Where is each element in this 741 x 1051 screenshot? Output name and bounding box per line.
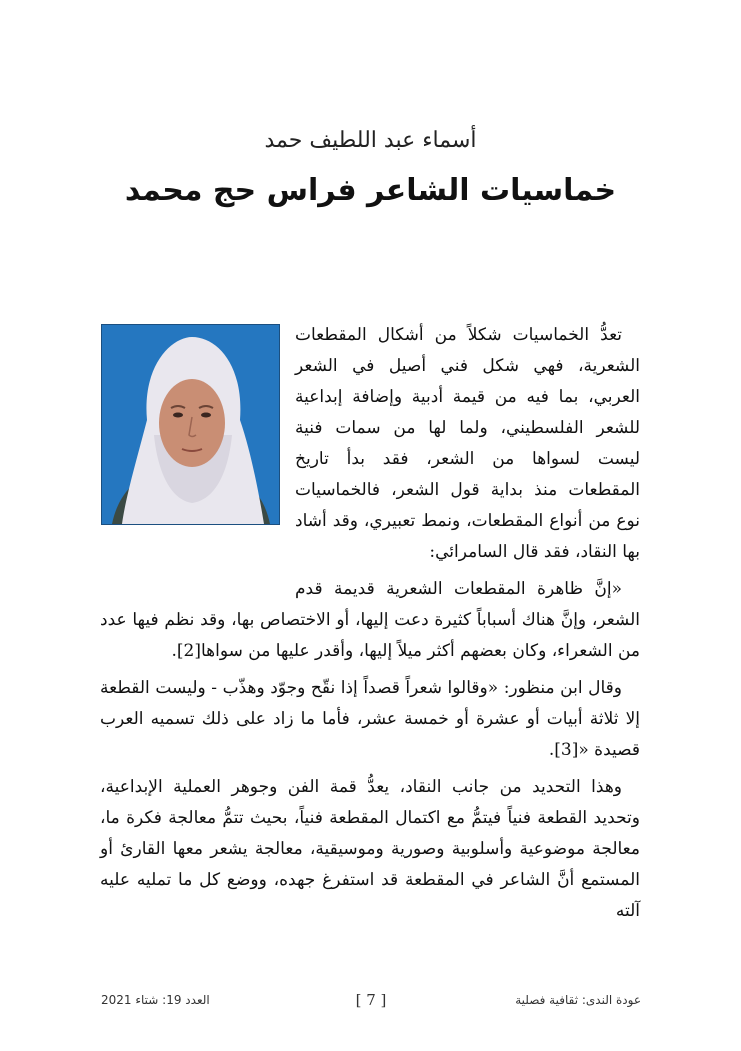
page-footer [101,993,641,1013]
footer-issue: العدد 19: شتاء 2021 [101,993,210,1007]
article-body [100,320,640,933]
paragraph-intro: تعدُّ الخماسيات شكلاً من أشكال المقطعات الشعرية، فهي شكل فني أصيل في الشعر العربي، بما فيه من قيمة أدبية وإضافة إبداعية للشعر الفلسطيني، ولما لها من سمات فنية ليست لسواها من الشعر، فقد بدأ تاريخ المقطعات منذ بداية قول الشعر، فالخماسيات نوع من أنواع المقطعات، ونمط تعبيري، وقد أشاد بها النقاد، فقد قال السامرائي: [295,325,640,562]
author-name: أسماء عبد اللطيف حمد [264,128,477,153]
footer-page-number: [ 7 ] [355,991,387,1009]
footer-journal-name: عودة الندى: ثقافية فصلية [515,993,641,1007]
article-title: خماسيات الشاعر فراس حج محمد [124,173,617,208]
paragraph-ibn-manzur: وقال ابن منظور: «وقالوا شعراً قصداً إذا نقّح وجوّد وهذّب - وليست القطعة إلا ثلاثة أبيات أو عشرة أو خمسة عشر، فأما ما زاد على ذلك تسميه العرب قصيدة «[3]. [100,678,640,760]
paragraph-quote-samarrai: «إنَّ ظاهرة المقطعات الشعرية قديمة قدم الشعر، وإنَّ هناك أسباباً كثيرة دعت إليها، أو الاختصاص بها، وقد نظم فيها عدد من الشعراء، وكان بعضهم أكثر ميلاً إليها، وأقدر عليها من سواها[2]. [100,579,640,661]
paragraph-definition: وهذا التحديد من جانب النقاد، يعدُّ قمة الفن وجوهر العملية الإبداعية، وتحديد القطعة فنياً فيتمُّ مع اكتمال المقطعة فنياً، بحيث تتمُّ معالجة فكرة ما، معالجة موضوعية وأسلوبية وصورية وموسيقية، معالجة يشعر معها القارئ أو المستمع أنَّ الشاعر في المقطعة قد استفرغ جهده، ووضع كل ما تمليه عليه آلته [100,777,640,921]
photo-spacer [100,320,295,592]
